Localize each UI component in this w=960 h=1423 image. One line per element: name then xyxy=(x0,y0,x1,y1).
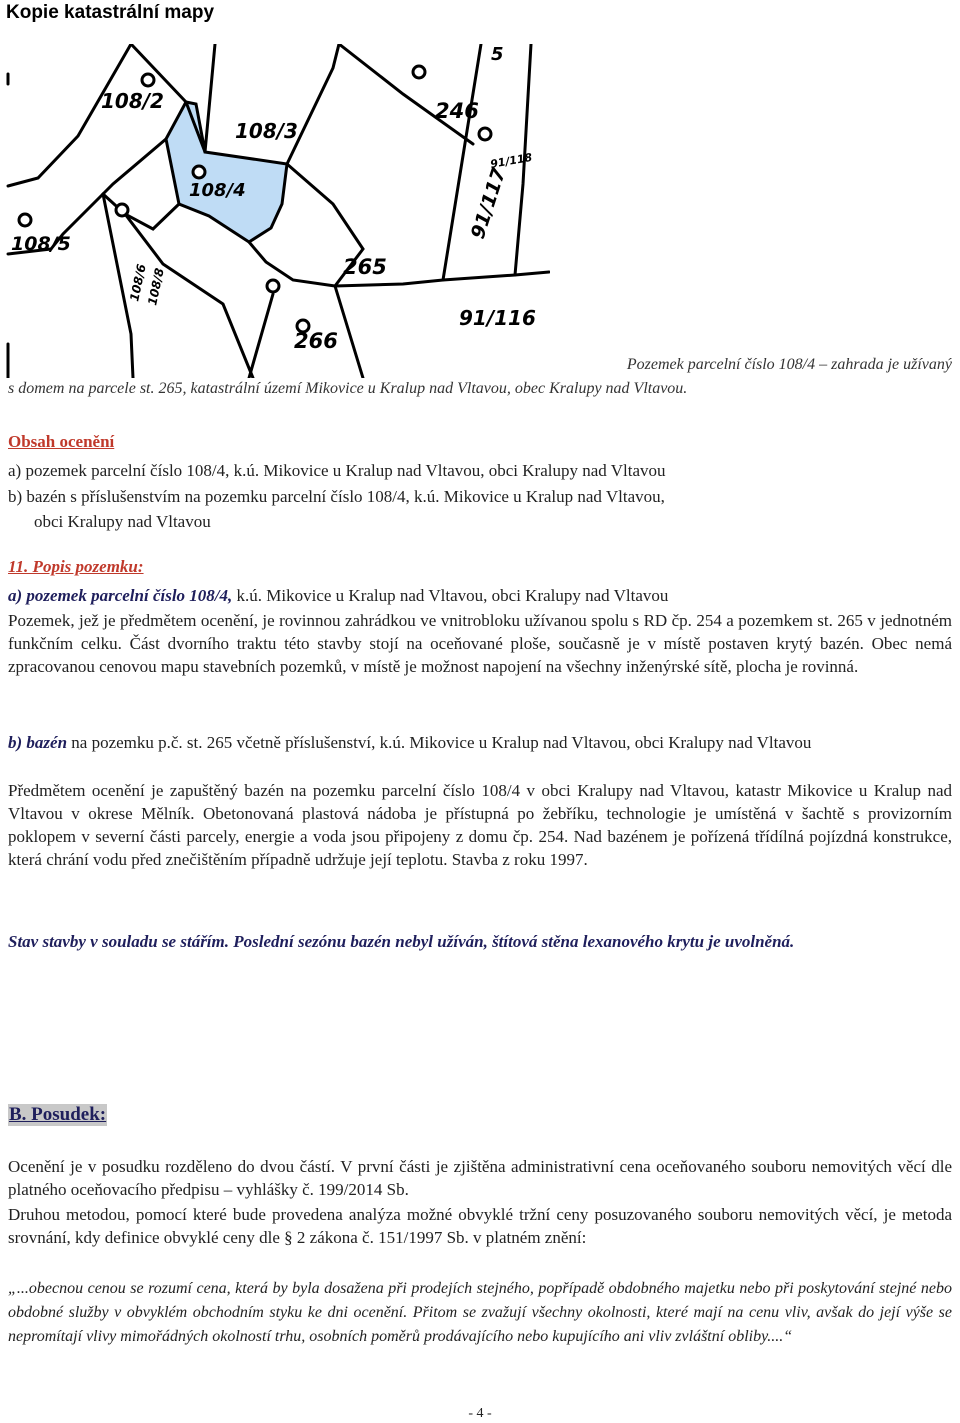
obsah-item-b-cont: obci Kralupy nad Vltavou xyxy=(34,512,211,531)
popis-heading: 11. Popis pozemku: xyxy=(8,557,144,576)
obsah-heading: Obsah ocenění xyxy=(8,432,115,451)
popis-sub-a-location: k.ú. Mikovice u Kralup nad Vltavou, obci Kralupy nad Vltavou xyxy=(232,586,669,605)
popis-sub-a-title: a) pozemek parcelní číslo 108/4, xyxy=(8,586,233,605)
cadastral-map xyxy=(3,44,550,378)
label-108-4: 108/4 xyxy=(189,180,246,201)
map-caption-line2: s domem na parcele st. 265, katastrální území Mikovice u Kralup nad Vltavou, obec Kralupy nad Vltavou. xyxy=(8,380,688,397)
label-108-5: 108/5 xyxy=(11,233,71,255)
label-265: 265 xyxy=(343,255,387,279)
obsah-item-b: b) bazén s příslušenstvím na pozemku parcelní číslo 108/4, k.ú. Mikovice u Kralup nad Vltavou, xyxy=(8,487,665,506)
label-5: 5 xyxy=(491,44,504,65)
posudek-paragraph-1: Ocenění je v posudku rozděleno do dvou částí. V první části je zjištěna administrativní cena oceňovaného souboru nemovitých věcí dle platného oceňovacího předpisu – vyhlášky č. 199/2014 Sb. xyxy=(8,1157,952,1199)
label-91-116: 91/116 xyxy=(459,306,536,330)
popis-sub-b-title: b) bazén xyxy=(8,733,68,752)
stav-stavby: Stav stavby v souladu se stářím. Poslední sezónu bazén nebyl užíván, štítová stěna lexanového krytu je uvolněná. xyxy=(8,932,795,951)
page-number: - 4 - xyxy=(468,1406,492,1421)
popis-sub-b-location: na pozemku p.č. st. 265 včetně příslušenství, k.ú. Mikovice u Kralup nad Vltavou, obci Kralupy nad Vltavou xyxy=(67,733,812,752)
label-108-2: 108/2 xyxy=(101,89,164,113)
popis-text-b: Předmětem ocenění je zapuštěný bazén na pozemku parcelní číslo 108/4 v obci Kralupy nad Vltavou, katastr Mikovice u Kralup nad Vltavou v okrese Mělník. Obetonovaná plastová nádoba je přístupná po žebříku, technologie je umístěná v šachtě s provizorním poklopem v severní části parcely, energie a voda jsou připojeny z domu čp. 254. Nad bazénem je pořízená třídílná pojízdná konstrukce, která chrání vodu před znečištěním případně udržuje její teplotu. Stavba z roku 1997. xyxy=(8,781,952,869)
label-108-8: 108/8 xyxy=(145,266,167,307)
page-title: Kopie katastrální mapy xyxy=(6,2,215,23)
posudek-quote: „...obecnou cenou se rozumí cena, která by byla dosažena při prodejích stejného, popřípadě obdobného majetku nebo při poskytování stejné nebo obdobné služby v obvyklém obchodním styku ke dni ocenění. Přitom se zvažují všechny okolnosti, které mají na cenu vliv, avšak do její výše se nepromítají vlivy mimořádných okolností trhu, osobních poměrů prodávajícího nebo kupujícího ani vliv zvláštní obliby....“ xyxy=(8,1280,952,1345)
popis-sub-a xyxy=(8,584,952,607)
label-246: 246 xyxy=(435,99,479,123)
label-91-118: 91/118 xyxy=(489,150,534,171)
label-108-3: 108/3 xyxy=(235,119,298,143)
posudek-paragraph-2: Druhou metodou, pomocí které bude provedena analýza možné obvyklé tržní ceny posuzovaného souboru nemovitých věcí, je metoda srovnání, kdy definice obvyklé ceny dle § 2 zákona č. 151/1997 Sb. v platném znění: xyxy=(8,1205,952,1247)
label-108-6: 108/6 xyxy=(127,262,149,303)
popis-sub-b xyxy=(8,731,952,754)
obsah-item-a: a) pozemek parcelní číslo 108/4, k.ú. Mikovice u Kralup nad Vltavou, obci Kralupy nad Vltavou xyxy=(8,461,666,480)
popis-text-a: Pozemek, jež je předmětem ocenění, je rovinnou zahrádkou ve vnitrobloku užívanou spolu s RD čp. 254 a pozemkem st. 265 v jednotném funkčním celku. Část dvorního traktu této stavby stojí na oceňované ploše, současně je v místě postaven krytý bazén. Obec nemá zpracovanou cenovou mapu stavebních pozemků, v místě je možnost napojení na všechny inženýrské sítě, plocha je rovinná. xyxy=(8,611,952,676)
map-caption-line1: Pozemek parcelní číslo 108/4 – zahrada je užívaný xyxy=(626,356,952,373)
posudek-heading: B. Posudek: xyxy=(9,1104,107,1125)
label-91-117: 91/117 xyxy=(466,165,511,242)
label-266: 266 xyxy=(294,329,338,353)
